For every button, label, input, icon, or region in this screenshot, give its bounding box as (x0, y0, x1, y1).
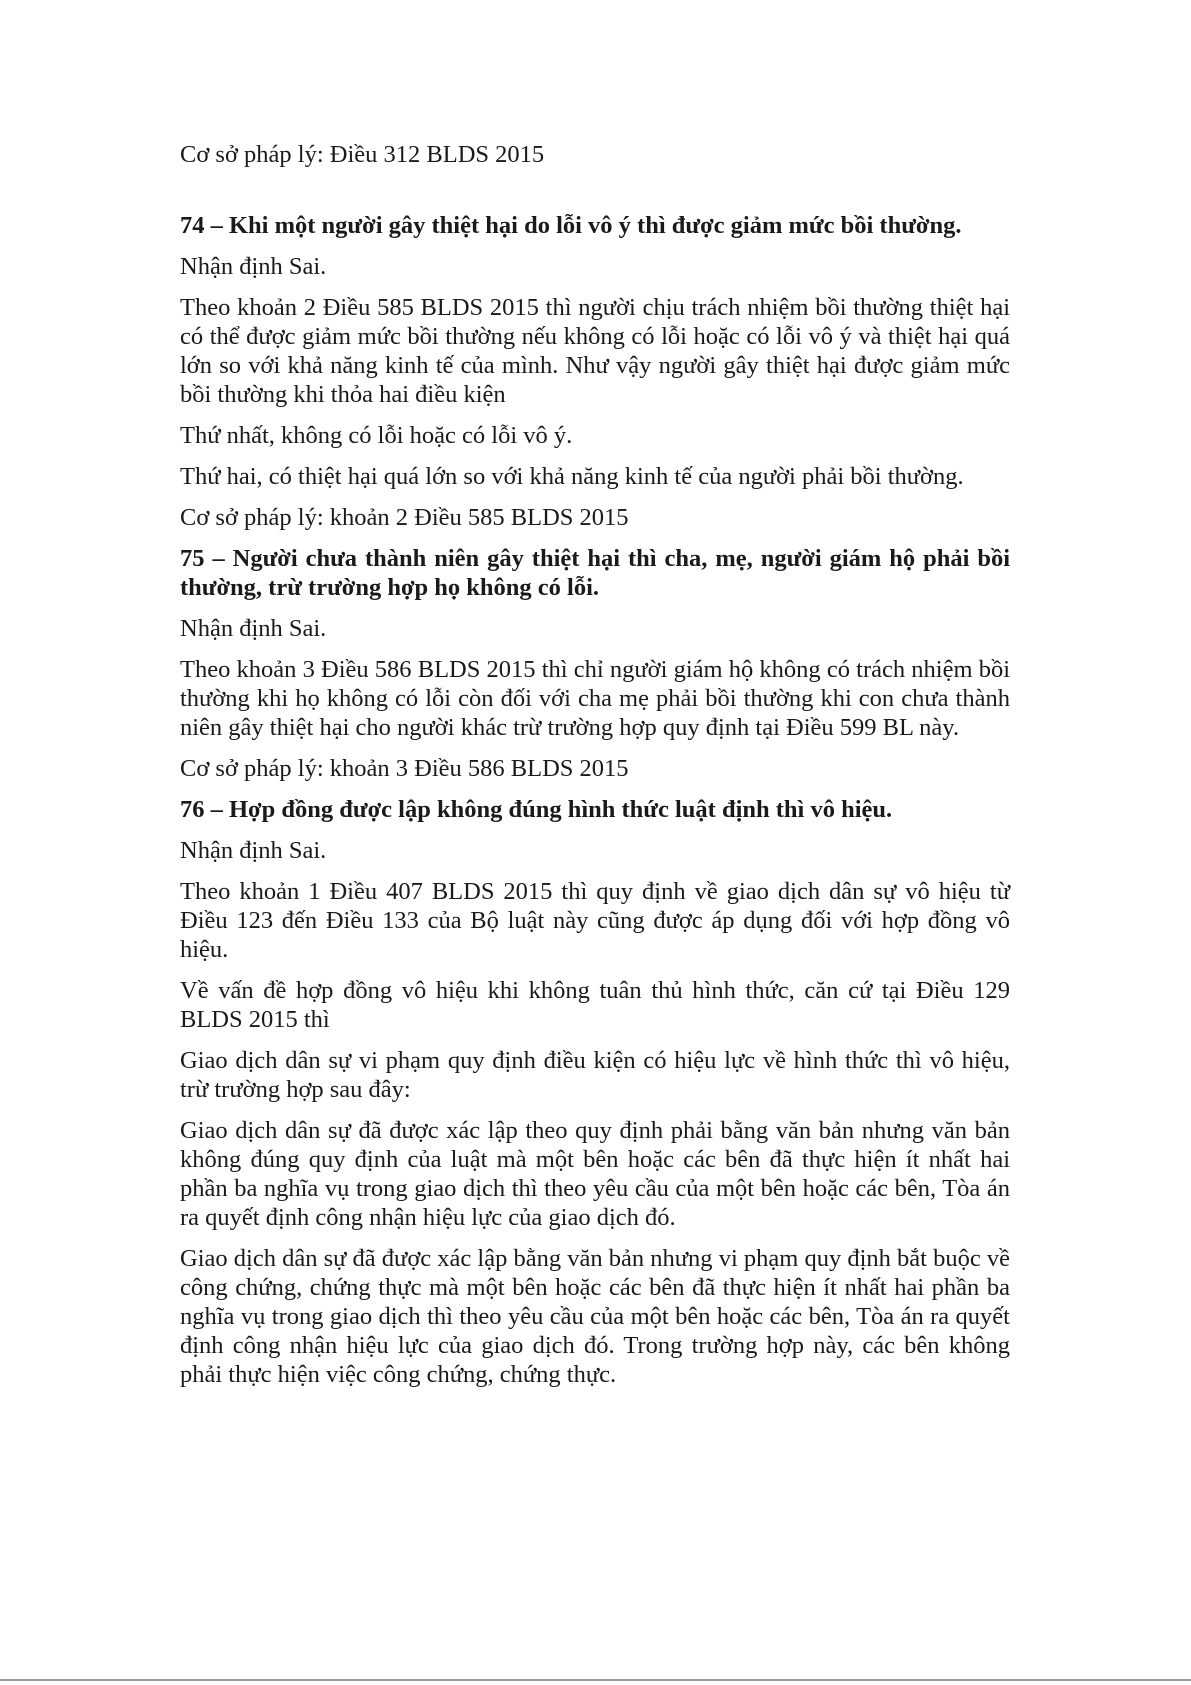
question-76-paragraph-1: Theo khoản 1 Điều 407 BLDS 2015 thì quy định về giao dịch dân sự vô hiệu từ Điều 123 đến Điều 133 của Bộ luật này cũng được áp dụng đối với hợp đồng vô hiệu. (180, 878, 1010, 963)
question-74-legal-basis: Cơ sở pháp lý: khoản 2 Điều 585 BLDS 2015 (180, 504, 629, 531)
page-bottom-edge (0, 1679, 1191, 1681)
question-76-paragraph-5: Giao dịch dân sự đã được xác lập bằng văn bản nhưng vi phạm quy định bắt buộc về công chứng, chứng thực mà một bên hoặc các bên đã thực hiện ít nhất hai phần ba nghĩa vụ trong giao dịch thì theo yêu cầu của một bên hoặc các bên, Tòa án ra quyết định công nhận hiệu lực của giao dịch đó. Trong trường hợp này, các bên không phải thực hiện việc công chứng, chứng thực. (180, 1245, 1010, 1388)
question-76-paragraph-2: Về vấn đề hợp đồng vô hiệu khi không tuân thủ hình thức, căn cứ tại Điều 129 BLDS 2015 thì (180, 977, 1010, 1033)
question-76-paragraph-4: Giao dịch dân sự đã được xác lập theo quy định phải bằng văn bản nhưng văn bản không đúng quy định của luật mà một bên hoặc các bên đã thực hiện ít nhất hai phần ba nghĩa vụ trong giao dịch thì theo yêu cầu của một bên hoặc các bên, Tòa án ra quyết định công nhận hiệu lực của giao dịch đó. (180, 1117, 1010, 1231)
question-74-paragraph-1: Theo khoản 2 Điều 585 BLDS 2015 thì người chịu trách nhiệm bồi thường thiệt hại có thể được giảm mức bồi thường nếu không có lỗi hoặc có lỗi vô ý và thiệt hại quá lớn so với khả năng kinh tế của mình. Như vậy người gây thiệt hại được giảm mức bồi thường khi thỏa hai điều kiện (180, 294, 1010, 408)
question-74-paragraph-2: Thứ nhất, không có lỗi hoặc có lỗi vô ý. (180, 422, 573, 449)
question-76-heading: 76 – Hợp đồng được lập không đúng hình thức luật định thì vô hiệu. (180, 796, 893, 823)
question-75-legal-basis: Cơ sở pháp lý: khoản 3 Điều 586 BLDS 2015 (180, 755, 629, 782)
question-75-heading: 75 – Người chưa thành niên gây thiệt hại thì cha, mẹ, người giám hộ phải bồi thường, trừ trường hợp họ không có lỗi. (180, 545, 1010, 601)
question-74-verdict: Nhận định Sai. (180, 253, 327, 280)
question-76-paragraph-3: Giao dịch dân sự vi phạm quy định điều kiện có hiệu lực về hình thức thì vô hiệu, trừ trường hợp sau đây: (180, 1047, 1010, 1103)
legal-basis-intro: Cơ sở pháp lý: Điều 312 BLDS 2015 (180, 141, 545, 168)
question-75-paragraph-1: Theo khoản 3 Điều 586 BLDS 2015 thì chỉ người giám hộ không có trách nhiệm bồi thường khi họ không có lỗi còn đối với cha mẹ phải bồi thường khi con chưa thành niên gây thiệt hại cho người khác trừ trường hợp quy định tại Điều 599 BL này. (180, 656, 1010, 741)
document-page (180, 140, 1010, 1389)
question-75-verdict: Nhận định Sai. (180, 615, 327, 642)
question-76-verdict: Nhận định Sai. (180, 837, 327, 864)
question-74-paragraph-3: Thứ hai, có thiệt hại quá lớn so với khả năng kinh tế của người phải bồi thường. (180, 463, 964, 490)
question-74-heading: 74 – Khi một người gây thiệt hại do lỗi vô ý thì được giảm mức bồi thường. (180, 212, 962, 239)
